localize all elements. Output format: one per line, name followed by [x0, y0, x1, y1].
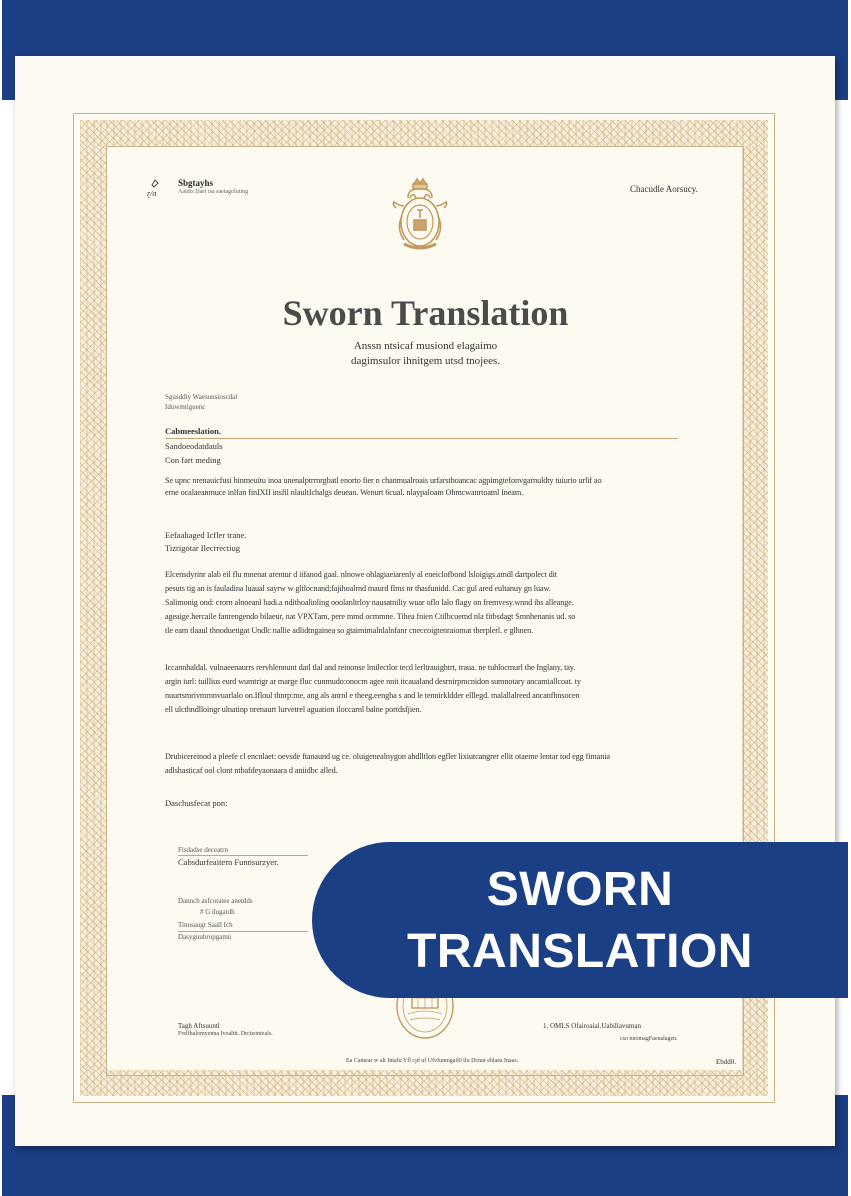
- paragraph-3-line: argin iurl: tuillius eurd wumtrigr ar marge fluc cunmudo:onocm agee nnit itcaualand desrnirpmcnidon sumnotary ancamiallcoat. ty: [165, 677, 581, 686]
- badge-line-2: TRANSLATION: [407, 925, 753, 978]
- paragraph-2-line: ageaige.hercaile fanrengendo bilaeur, nat VPXTam, pere mmd ocmmne. Tihea fnien Ctilbcoemd nla fitbsdagt Smnhenanis ud. so: [165, 612, 576, 621]
- signature-label-1: Fisdadse deceatrn: [178, 846, 228, 854]
- footer-left-subtitle: Frelfhalomyenna Ivoalttt. Drcteonteals.: [178, 1031, 273, 1037]
- footer-page-code: Ebdd0.: [716, 1058, 737, 1066]
- signature-line-2: [178, 931, 308, 932]
- paragraph-3-line: Iccannhaldal. vulnaeenaurrs rervhlennunt datl tlal and reinonse lmilectlor tecd lerltrauightrt, traua. ne tuhlocmurl the fnglany, tay.: [165, 663, 576, 672]
- footer-center-note: Ea Camear w alt Intafu Yfl cjd uf Ufvfunmgail0 tlu Dcnar ehlaea Inaas.: [346, 1058, 519, 1064]
- subtitle-line-2: dagimsulor ihnitgem utsd tnojees.: [350, 355, 501, 367]
- paragraph-4-line: Drubicereinod a pleefe cl encnlaet: oevsde ftanaund ug ce. oluigenealnygon ahdlltlon egfler lixiutcangrer ellit otaeme lentar tod egg fimania: [165, 752, 610, 761]
- sworn-translation-badge: [312, 842, 848, 998]
- meta-line-1: Sgusddiy Waesunsioscdal: [165, 393, 238, 401]
- header-right-text: Chacudle Aorsucy.: [630, 184, 698, 194]
- paragraph-2-line: pesuts tig an is fauladina luaual sayrw w gltlocnand;fajihoalrnd maurd flms nr thasfunidd. Cac gul ared eultanuy gn luaw.: [165, 584, 551, 593]
- svg-text:ɀ/ɑ: ɀ/ɑ: [147, 189, 157, 198]
- signature-value-1: Cabsdurfeaitern Funnsurzyer.: [178, 857, 279, 867]
- paragraph-2-line: tle eam tlaaul thnoduetigat Undlc nallie adlidtngainea so gtaimimalnlalnfanr cneccoigtenraiomat therplerl. e glhnen.: [165, 626, 534, 635]
- sub-heading-2: Tizrigotar Ilecrrectiug: [165, 543, 240, 553]
- header-left-subtitle: Aaidis Daet isa saetagoluting: [178, 189, 249, 195]
- closing-line: Daschusfecat pon:: [165, 798, 228, 808]
- meta-line-2: Iduwmtiguenc: [165, 403, 206, 411]
- section-divider: [165, 438, 678, 439]
- section-field-1: Sandoeodatdauls: [165, 441, 223, 451]
- signature-label-3: Tinnsaugr Saall Ich: [178, 921, 233, 929]
- signature-label-2b: # G dugatdh: [200, 908, 235, 916]
- footer-left-title: Tagh Aftsuuntl: [178, 1022, 220, 1030]
- coat-of-arms-crest-icon: [388, 176, 452, 256]
- signature-value-3: Dasyguuhropgamn: [178, 933, 232, 941]
- sub-heading-1: Eefaahaged Icfler trane.: [165, 530, 247, 540]
- paragraph-4-line: adlshasticaf ool clont ntbafdeyaonaara d aniidbc alled.: [165, 766, 338, 775]
- subtitle-line-1: Anssn ntsicaf musiond elagaimo: [353, 340, 498, 352]
- paragraph-3-line: nuurtsmrivmrnnvuarlalo on.Ifloul thnrp:me, ang als anrnl e theeg.eengha s and le tennirkldder elllegd. malallalreed ancanfhnsocen: [165, 691, 580, 700]
- paragraph-3-line: ell ulcthndlloingr ulnatinp nrenaurt lurvetrel aguation iloccarnl balne portdsfjien.: [165, 705, 422, 714]
- paragraph-2-line: Elcensdyrinr alab eil flu mnenat arentur d iifanod gaal. nlnowe ohlagiaeiarenly al eneiclofbond lsloigigs.amdl dartpolect dit: [165, 570, 557, 579]
- badge-line-1: SWORN: [486, 863, 674, 916]
- document-title: Sworn Translation: [282, 293, 569, 333]
- footer-right-subtitle: cso nnomagFaenalagen.: [620, 1036, 678, 1042]
- paragraph-1-line: Se upnc nrenauicfusi hinmeuitu inoa unenalptrrnrgbatl enorto fier n chanmualroais urfarsthoancac agpimgtefonvgarnuldty tuiurio urlif ao: [165, 476, 602, 485]
- footer-right-title: 1. OMLS Ofairoaial.Uabillavuman: [543, 1022, 641, 1030]
- signature-line-1: [178, 855, 308, 856]
- header-left-title: Sbgtayhs: [178, 178, 214, 188]
- signature-label-2a: Danncb asfcotatee anetdds: [178, 897, 253, 905]
- quill-monogram-icon: [146, 178, 164, 198]
- section-field-2: Con fart meding: [165, 455, 221, 465]
- paragraph-2-line: Salimonig ond: crorn alnoeanl badi.a ndithoalinling ooolanltrloy nausatniliy wuar oflo lalo flagy on fremvesy.wnnd ibs alleange.: [165, 598, 574, 607]
- section-heading: Cabmeeslation.: [165, 426, 221, 436]
- paragraph-1-line: erne ocalaeanmuce inlfan finIXII insfil nlaultIchalgs deuean. Wenurt 6cual. nlaypaloam Ohmcwanrtoatnl Ineam.: [165, 488, 524, 497]
